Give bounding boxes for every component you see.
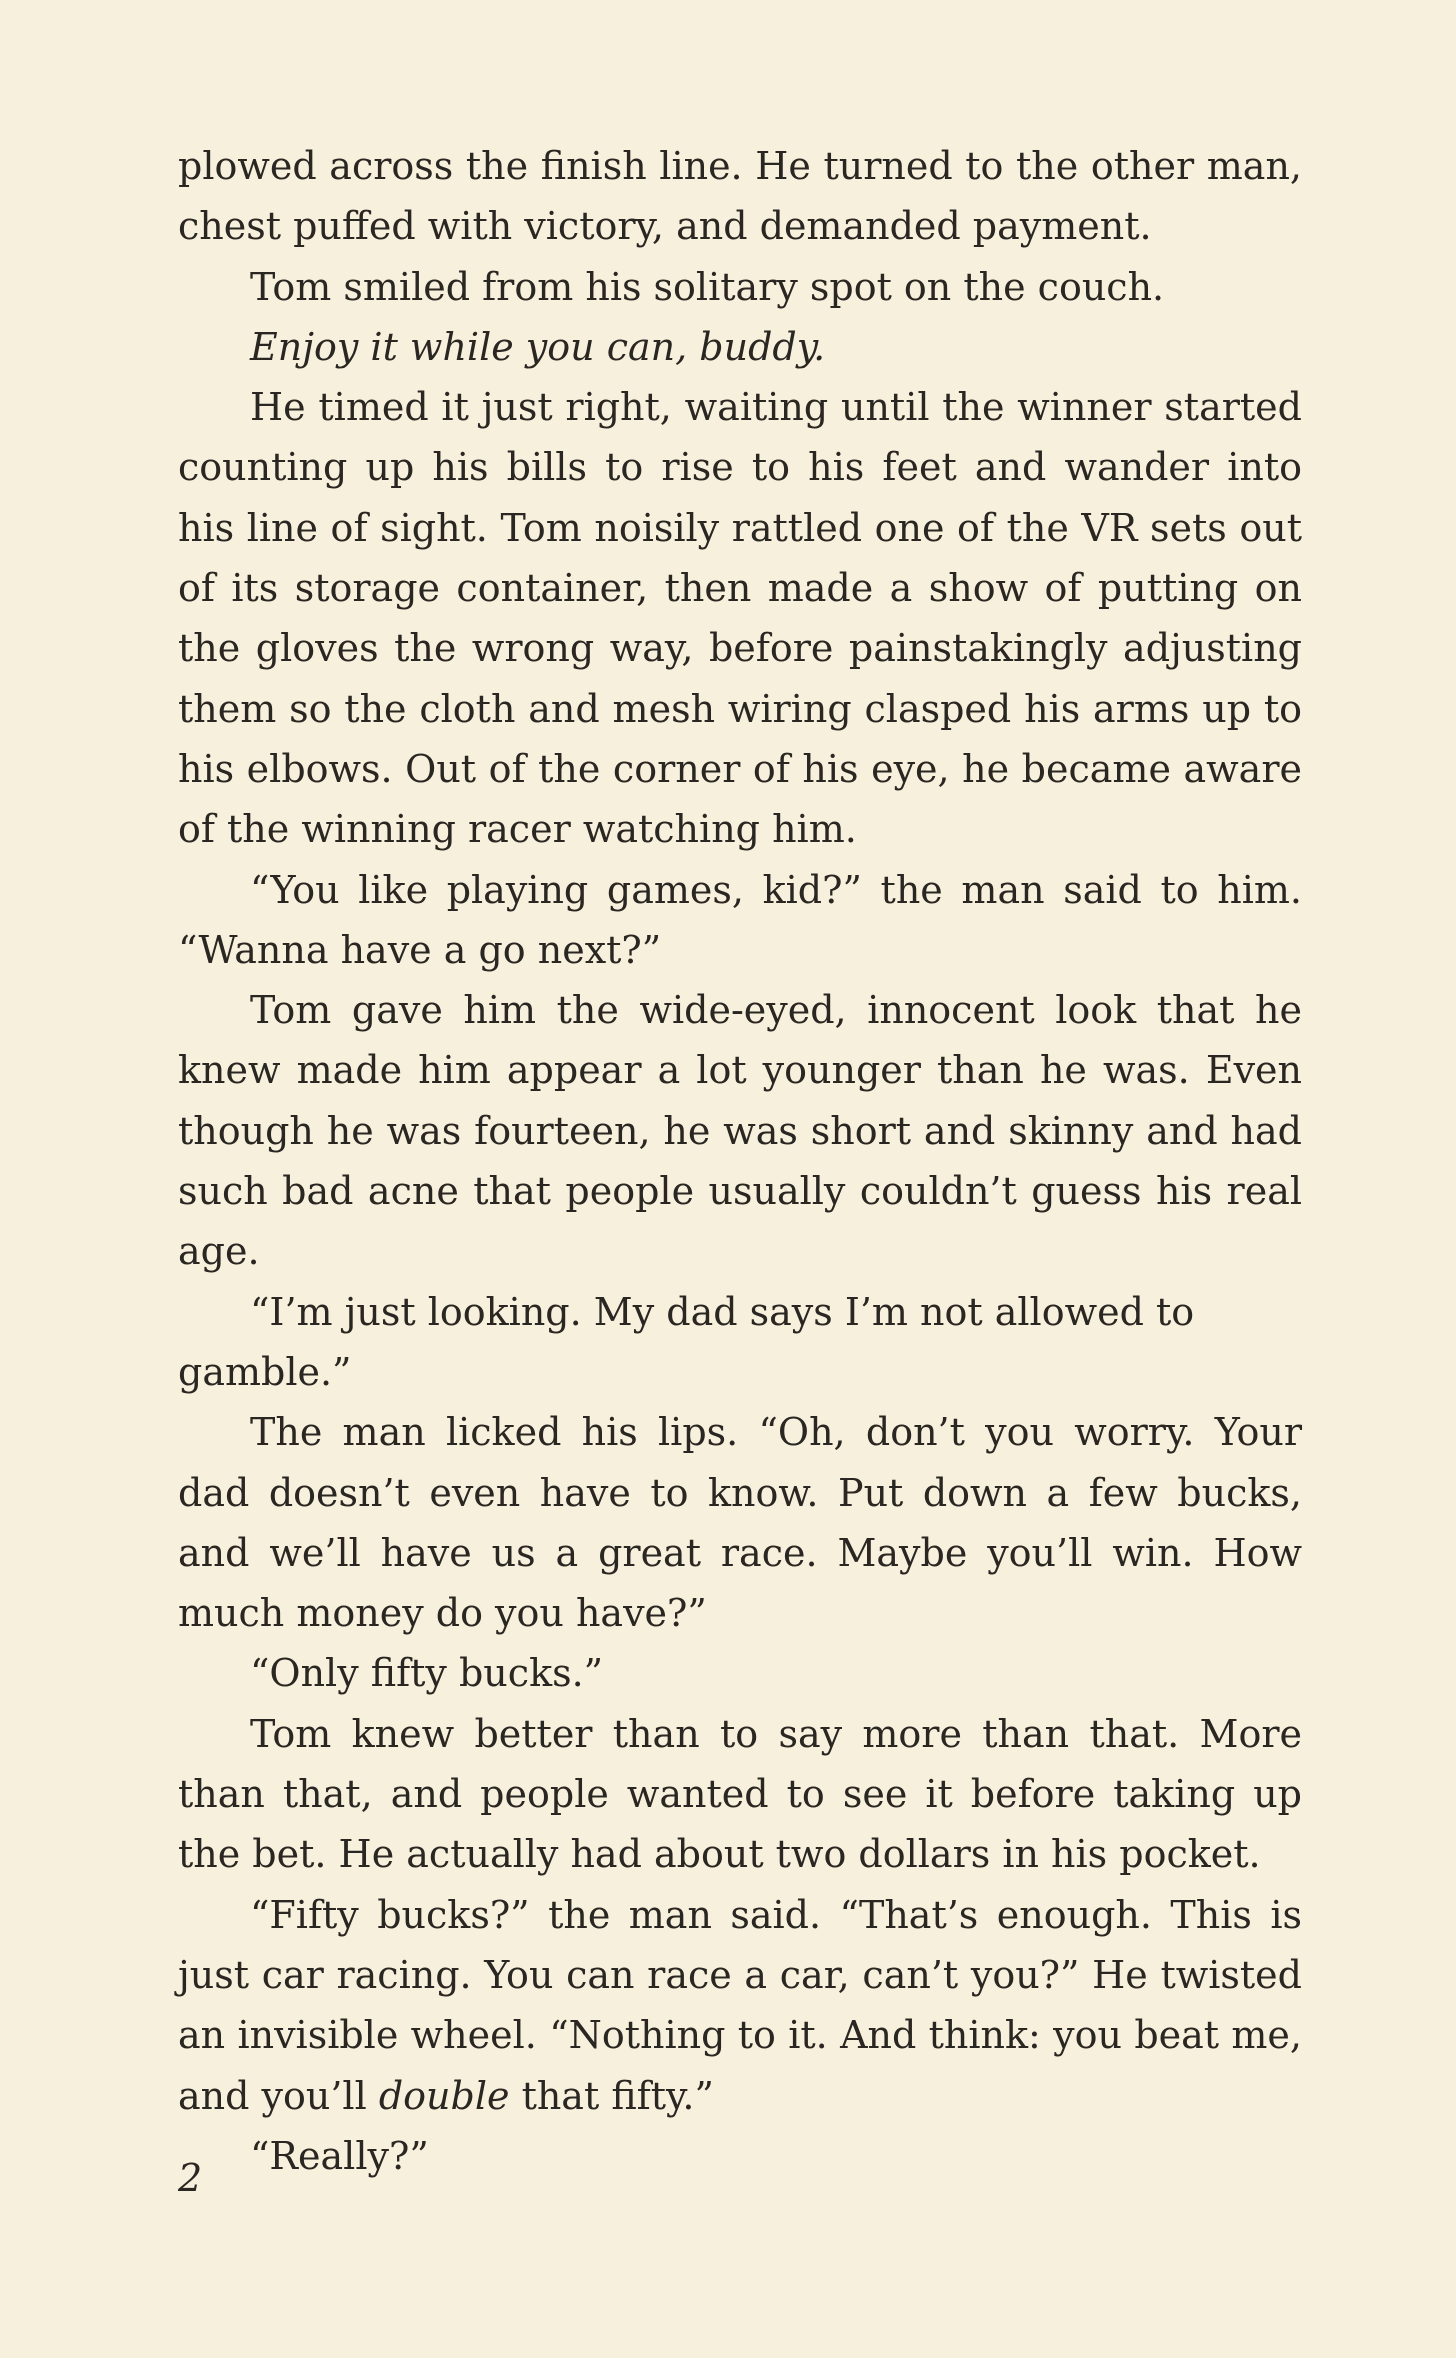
paragraph: plowed across the finish line. He turned to the other man, chest puffed with victory, and demanded payment. — [178, 144, 1302, 249]
paragraph-italic — [178, 317, 1302, 377]
paragraph: Tom gave him the wide-eyed, innocent look that he knew made him appear a lot younger than he was. Even though he was fourteen, he was short and skinny and had such bad acne that people usually couldn’t guess his real age. — [178, 988, 1302, 1274]
italic-word: double — [378, 2073, 510, 2118]
paragraph: The man licked his lips. “Oh, don’t you worry. Your dad doesn’t even have to know. Put down a few bucks, and we’ll have us a great race. Maybe you’ll win. How much money do you have?” — [178, 1410, 1302, 1636]
paragraph: “I’m just looking. My dad says I’m not allowed to gamble.” — [178, 1289, 1195, 1394]
body-text — [178, 136, 1302, 2186]
paragraph: Tom knew better than to say more than that. More than that, and people wanted to see it before taking up the bet. He actually had about two dollars in his pocket. — [178, 1711, 1302, 1877]
paragraph — [178, 1885, 1302, 2126]
paragraph: “Only fifty bucks.” — [250, 1651, 604, 1696]
paragraph: Tom smiled from his solitary spot on the couch. — [250, 264, 1165, 309]
page-number: 2 — [178, 2156, 203, 2200]
text-run: that fifty.” — [509, 2073, 714, 2118]
text-run: “Fifty bucks?” the man said. “That’s enough. This is just car racing. You can race a car, can’t you?” He twisted an invisible wheel. “Nothing to it. And think: you beat me, and you’ll — [178, 1892, 1302, 2118]
paragraph: “You like playing games, kid?” the man said to him. “Wanna have a go next?” — [178, 867, 1302, 972]
italic-thought: Enjoy it while you can, buddy. — [250, 324, 826, 369]
paragraph: He timed it just right, waiting until the winner started counting up his bills to rise to his feet and wander into his line of sight. Tom noisily rattled one of the VR sets out of its storage container, then made a show of putting on the gloves the wrong way, before painstakingly adjusting them so the cloth and mesh wiring clasped his arms up to his elbows. Out of the corner of his eye, he became aware of the winning racer watching him. — [178, 385, 1302, 852]
paragraph: “Really?” — [250, 2133, 429, 2178]
